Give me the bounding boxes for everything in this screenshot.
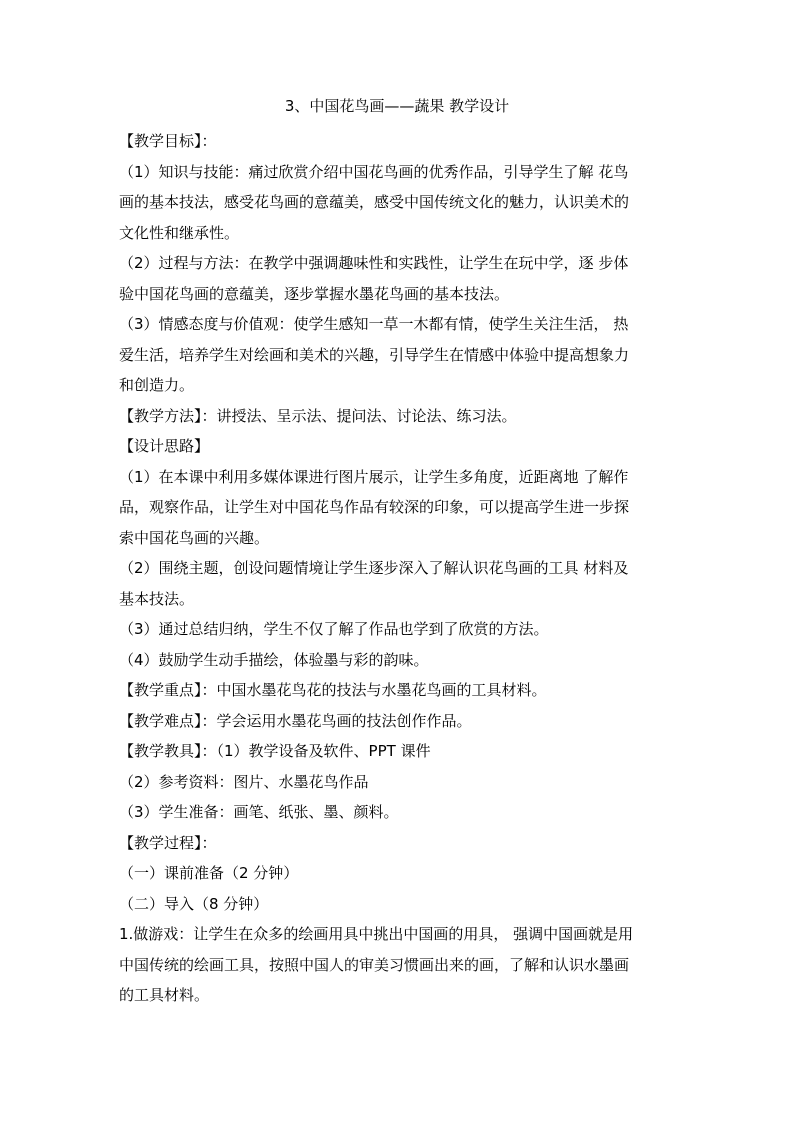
text-line: 索中国花鸟画的兴趣。: [119, 528, 270, 547]
text-line: 和创造力。: [119, 376, 195, 394]
text-line: 【教学方法】：讲授法、呈示法、提问法、讨论法、练习法。: [119, 406, 517, 425]
text-line: 【教学目标】：: [119, 132, 217, 150]
text-line: （3）学生准备：画笔、纸张、墨、颜料。: [119, 803, 399, 821]
text-line: （4）鼓励学生动手描绘，体验墨与彩的韵味。: [119, 650, 429, 669]
text-line: （一）课前准备（2 分钟）: [119, 864, 299, 882]
document-body: [119, 126, 679, 1011]
text-line: （二）导入（8 分钟）: [119, 894, 269, 913]
text-line: 【教学难点】：学会运用水墨花鸟画的技法创作作品。: [119, 711, 472, 730]
text-line: （2）参考资料：图片、水墨花鸟作品: [119, 772, 369, 791]
text-line: 的工具材料。: [119, 986, 210, 1004]
text-line: （2）过程与方法：在教学中强调趣味性和实践性，让学生在玩中学，逐 步体: [119, 254, 629, 272]
text-line: （2）围绕主题，创设问题情境让学生逐步深入了解认识花鸟画的工具 材料及: [119, 559, 629, 577]
text-line: 画的基本技法，感受花鸟画的意蕴美，感受中国传统文化的魅力，认识美术的: [119, 193, 630, 211]
document-title: 3、中国花鸟画——蔬果 教学设计: [284, 97, 510, 115]
text-line: 【教学重点】：中国水墨花鸟花的技法与水墨花鸟画的工具材料。: [119, 681, 547, 699]
text-line: 【教学过程】：: [119, 833, 217, 852]
text-line: （1）在本课中利用多媒体课进行图片展示，让学生多角度，近距离地 了解作: [119, 467, 629, 486]
text-line: 【教学教具】：（1）教学设备及软件、PPT 课件: [119, 742, 431, 760]
text-line: 验中国花鸟画的意蕴美，逐步掌握水墨花鸟画的基本技法。: [119, 284, 510, 303]
text-line: 品，观察作品，让学生对中国花鸟作品有较深的印象，可以提高学生进一步探: [119, 498, 630, 516]
text-line: （3）通过总结归纳，学生不仅了解了作品也学到了欣赏的方法。: [119, 620, 549, 638]
text-line: 中国传统的绘画工具，按照中国人的审美习惯画出来的画，了解和认识水墨画: [119, 955, 630, 974]
text-line: （1）知识与技能：痛过欣赏介绍中国花鸟画的优秀作品，引导学生了解 花鸟: [119, 162, 629, 181]
text-line: （3）情感态度与价值观：使学生感知一草一木都有情，使学生关注生活， 热: [119, 315, 629, 333]
text-line: 文化性和继承性。: [119, 223, 240, 242]
text-line: 基本技法。: [119, 589, 195, 608]
text-line: 【设计思路】: [119, 437, 210, 455]
text-line: 爱生活，培养学生对绘画和美术的兴趣，引导学生在情感中体验中提高想象力: [119, 345, 630, 364]
text-line: 1.做游戏：让学生在众多的绘画用具中挑出中国画的用具， 强调中国画就是用: [119, 925, 634, 943]
